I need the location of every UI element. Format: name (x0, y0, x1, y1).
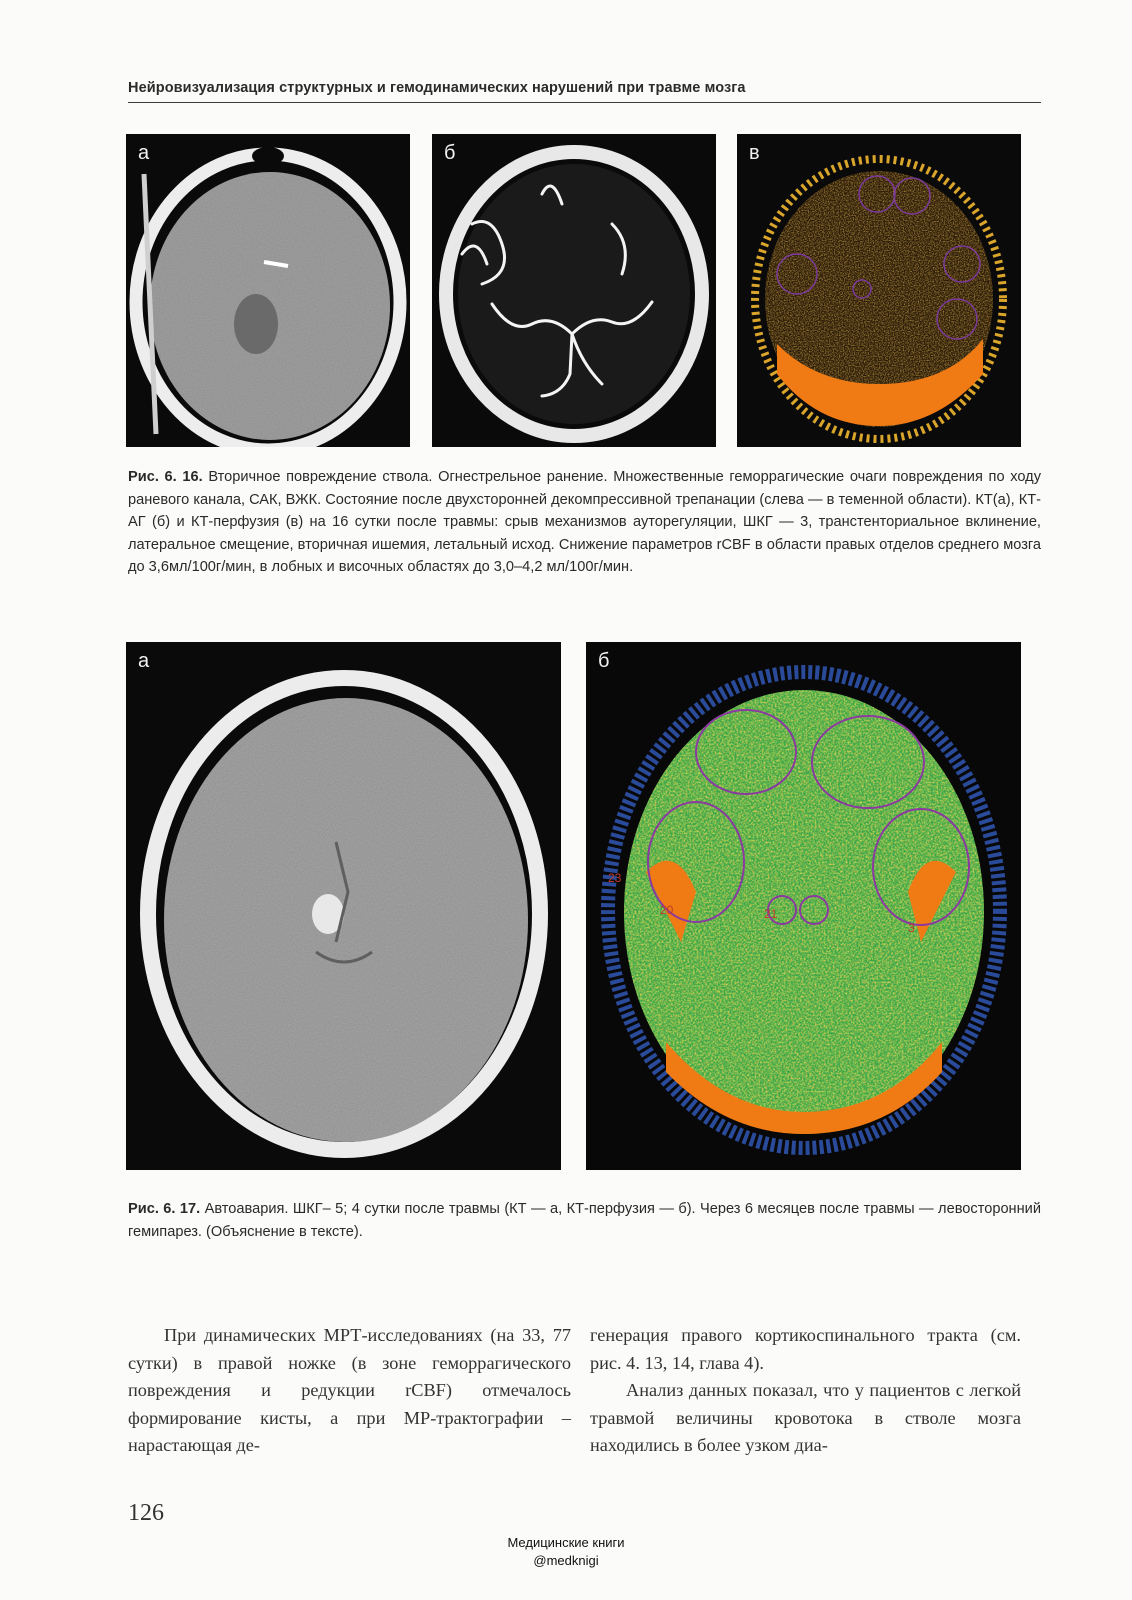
roi-label: 21 (764, 907, 778, 921)
watermark-line1: Медицинские книги (507, 1535, 625, 1550)
watermark-line2: @medknigi (533, 1553, 599, 1568)
ct-angio-image (432, 134, 716, 447)
figure-616-caption (128, 466, 1041, 579)
watermark (466, 1534, 666, 1570)
fig617-panel-b (586, 642, 1021, 1170)
panel-label-b: б (598, 650, 610, 672)
ct-scan-image-large (126, 642, 561, 1170)
figure-617-caption (128, 1198, 1041, 1243)
ct-scan-image (126, 134, 410, 447)
roi-label: 3 (908, 921, 915, 935)
running-head: Нейровизуализация структурных и гемодинамических нарушений при травме мозга (128, 80, 1041, 103)
ct-perfusion-image (737, 134, 1021, 447)
page-number: 126 (128, 1500, 164, 1526)
fig616-panel-b (432, 134, 716, 447)
fig616-panel-v (737, 134, 1021, 447)
panel-label-b: б (444, 142, 456, 164)
fig617-panel-a (126, 642, 561, 1170)
roi-label: 20 (660, 903, 674, 917)
roi-label: 23 (608, 871, 622, 885)
panel-label-a: а (138, 142, 150, 164)
caption-616-id: Рис. 6. 16. (128, 469, 203, 485)
ct-perfusion-image-large (586, 642, 1021, 1170)
body-left-column (128, 1322, 571, 1460)
body-right-column (590, 1322, 1021, 1460)
paragraph: Анализ данных показал, что у пациентов с легкой травмой величины кровотока в стволе мозга находились в более узком диа- (590, 1380, 1021, 1456)
paragraph: генерация правого кортикоспинального тракта (см. рис. 4. 13, 14, глава 4). (590, 1325, 1021, 1373)
panel-label-a: а (138, 650, 150, 672)
caption-617-text: Автоавария. ШКГ– 5; 4 сутки после травмы (КТ — а, КТ-перфузия — б). Через 6 месяцев после травмы — левосторонний гемипарез. (Объяснение в тексте). (128, 1201, 1041, 1240)
panel-label-v: в (749, 142, 760, 164)
fig616-panel-a (126, 134, 410, 447)
caption-616-text: Вторичное повреждение ствола. Огнестрельное ранение. Множественные геморрагические очаги повреждения по ходу раневого канала, САК, ВЖК. Состояние после двухсторонней декомпрессивной трепанации (слева — в теменной области). КТ(а), КТ-АГ (б) и КТ-перфузия (в) на 16 сутки после травмы: срыв механизмов ауторегуляции, ШКГ — 3, транстенториальное вклинение, латеральное смещение, вторичная ишемия, летальный исход. Снижение параметров rCBF в области правых отделов среднего мозга до 3,6мл/100г/мин, в лобных и височных областях до 3,0–4,2 мл/100г/мин. (128, 469, 1041, 575)
paragraph: При динамических МРТ-исследованиях (на 33, 77 сутки) в правой ножке (в зоне геморрагического повреждения и редукции rCBF) отмечалось формирование кисты, а при МР-трактографии – нарастающая де- (128, 1325, 571, 1456)
caption-617-id: Рис. 6. 17. (128, 1201, 201, 1217)
